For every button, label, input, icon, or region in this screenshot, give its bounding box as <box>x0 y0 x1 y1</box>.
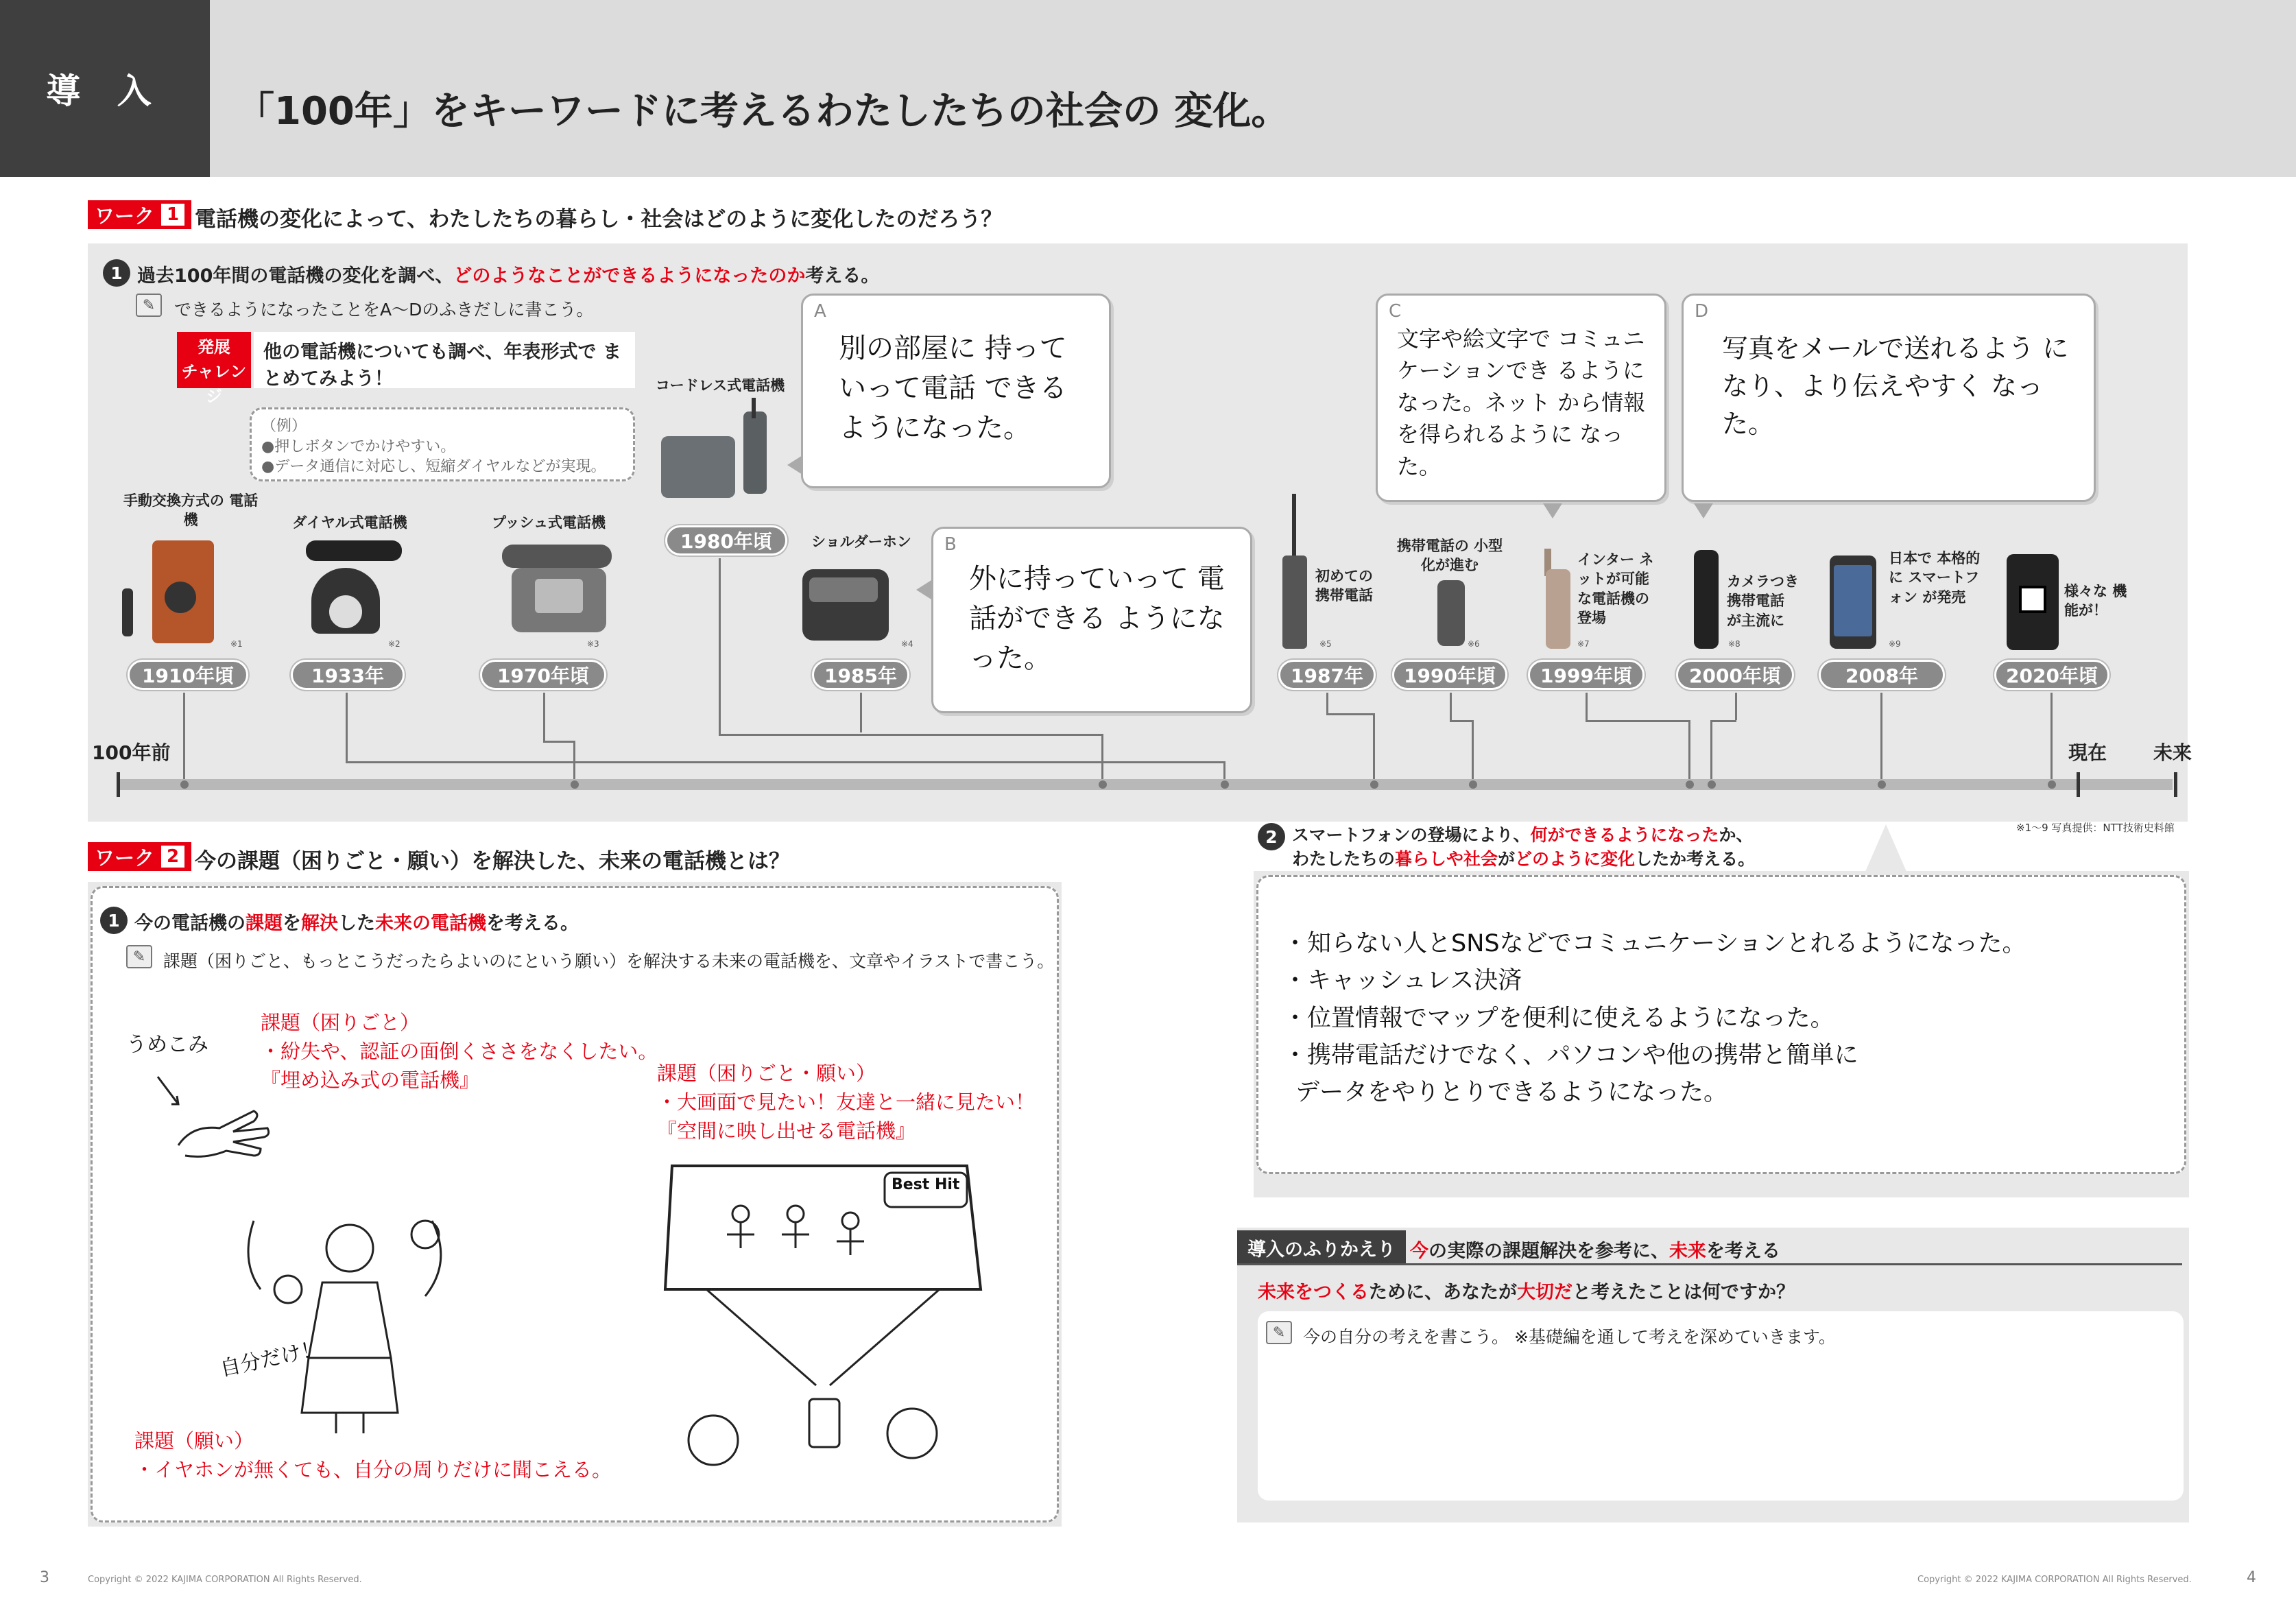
w2-text-a: 今の電話機の <box>134 913 246 934</box>
bubble-b[interactable] <box>931 527 1252 713</box>
issue1-line2: ・紛失や、認証の面倒くささをなくしたい。 <box>261 1040 658 1064</box>
year-pill-2020: 2020年頃 <box>1994 660 2109 690</box>
reflection-tag: 導入のふりかえり <box>1237 1230 1406 1265</box>
w2-red1: 課題 <box>246 913 283 934</box>
year-pill-2008: 2008年 <box>1819 660 1945 690</box>
year-pill-2000: 2000年頃 <box>1676 660 1794 690</box>
reflection-instruction: 今の自分の考えを書こう。 ※基礎編を通して考えを深めていきます。 <box>1303 1327 1836 1347</box>
connector <box>1326 693 1328 713</box>
timeline-dot <box>180 780 189 789</box>
year-pill-1999: 1999年頃 <box>1528 660 1645 690</box>
step2-line2-red1: 暮らしや社会 <box>1395 849 1498 869</box>
phone-label-2008: 日本で 本格的に スマートフォン が発売 <box>1889 550 1981 606</box>
answer-line: ・携帯電話だけでなく、パソコンや他の携帯と簡単に <box>1283 1041 1858 1069</box>
connector <box>1688 720 1690 785</box>
year-pill-1987: 1987年 <box>1278 660 1376 690</box>
step2-line1-a: スマートフォンの登場により、 <box>1292 825 1531 845</box>
phone-label-2020: 様々な 機能が！ <box>2064 583 2127 619</box>
reflection-question-red2: 大切だ <box>1517 1282 1572 1303</box>
phone-image-2000 <box>1694 550 1719 649</box>
phone-label-1910: 手動交換方式の 電話機 <box>123 492 259 529</box>
phone-label-1990: 携帯電話の 小型化が進む <box>1396 538 1503 574</box>
bubble-a-letter: A <box>814 301 826 322</box>
issue2-line1: 課題（困りごと・願い） <box>657 1062 876 1085</box>
work1-number: 1 <box>161 204 184 226</box>
connector <box>2050 693 2053 785</box>
timeline-axis <box>117 779 2173 790</box>
work2-number: 2 <box>161 846 184 868</box>
connector <box>346 761 1225 763</box>
step2-line2-red2: どのように変化 <box>1515 849 1636 869</box>
bubble-b-pointer <box>916 580 931 599</box>
challenge-badge-line1: 発展 <box>198 337 230 357</box>
connector <box>1710 720 1736 722</box>
work1-question: 電話機の変化によって、わたしたちの暮らし・社会はどのように変化したのだろう？ <box>195 207 1003 232</box>
example-line2: ●データ通信に対応し、短縮ダイヤルなどが実現。 <box>261 458 606 476</box>
connector <box>1326 713 1374 715</box>
reflection-heading <box>1410 1236 1780 1263</box>
reflection-heading-a: の実際の課題解決を参考に、 <box>1428 1241 1669 1262</box>
phone-label-2000: カメラつき 携帯電話 が主流に <box>1727 573 1799 629</box>
sketch-embed-label: うめこみ <box>126 1033 208 1057</box>
phone-image-1980 <box>661 398 785 501</box>
note-2000: ※8 <box>1728 639 1741 649</box>
year-pill-1985: 1985年 <box>812 660 909 690</box>
w2-text-c: した <box>338 913 375 934</box>
connector <box>1373 713 1375 785</box>
pencil-icon: ✎ <box>126 945 152 968</box>
bubble-d[interactable] <box>1682 294 2096 502</box>
year-pill-1933: 1933年 <box>291 660 405 690</box>
phone-label-1933: ダイヤル式電話機 <box>292 514 407 531</box>
timeline-future-tick <box>2174 772 2177 797</box>
note-1933: ※2 <box>388 639 400 649</box>
step2-line1-b: か、 <box>1719 825 1754 845</box>
year-pill-1970: 1970年頃 <box>480 660 606 690</box>
page-number-right: 4 <box>2247 1569 2256 1586</box>
example-title: （例） <box>261 418 307 435</box>
example-box <box>250 407 635 481</box>
work2-instruction: 課題（困りごと、もっとこうだったらよいのにという願い）を解決する未来の電話機を、文章やイラストで書こう。 <box>163 951 1055 971</box>
bubble-c-text: 文字や絵文字で コミュニケーションでき るようになった。ネット から情報を得られるように なった。 <box>1397 326 1646 479</box>
step1-number: 1 <box>103 259 130 287</box>
copyright-left: Copyright © 2022 KAJIMA CORPORATION All Rights Reserved. <box>88 1575 362 1585</box>
bubble-b-text: 外に持っていって 電話ができる ようになった。 <box>969 563 1225 674</box>
connector <box>346 693 348 761</box>
connector <box>543 693 545 741</box>
reflection-heading-b: を考える <box>1706 1241 1780 1262</box>
photo-credit: ※1〜9 写真提供：NTT技術史料館 <box>2016 822 2175 834</box>
step1-instruction: できるようになったことをA〜Dのふきだしに書こう。 <box>174 300 594 320</box>
step2-pointer <box>1863 824 1909 878</box>
pencil-icon: ✎ <box>1266 1321 1292 1344</box>
work1-label <box>88 200 191 229</box>
bubble-c[interactable] <box>1376 294 1666 502</box>
connector <box>1450 720 1473 722</box>
step2-line2-a: わたしたちの <box>1292 849 1396 869</box>
reflection-question-a: ために、あなたが <box>1369 1282 1517 1303</box>
timeline-dot <box>1221 780 1229 789</box>
note-1985: ※4 <box>901 639 913 649</box>
sketch-only-me-label: 自分だけ！ <box>217 1336 324 1382</box>
phone-image-1933 <box>292 540 402 636</box>
answer-line: ・位置情報でマップを便利に使えるようになった。 <box>1283 1004 1834 1032</box>
reflection-heading-red2: 未来 <box>1669 1241 1706 1262</box>
work2-question: 今の課題（困りごと・願い）を解決した、未来の電話機とは？ <box>195 849 790 874</box>
connector <box>1450 693 1452 720</box>
note-1910: ※1 <box>230 639 243 649</box>
bubble-d-pointer <box>1694 503 1713 518</box>
connector <box>719 558 721 734</box>
step1-text-a: 過去100年間の電話機の変化を調べ、 <box>137 265 454 287</box>
connector <box>1880 693 1882 785</box>
w2-red2: 解決 <box>301 913 338 934</box>
note-1999: ※7 <box>1577 639 1590 649</box>
phone-image-2008 <box>1830 556 1876 649</box>
girl-sketch-icon <box>233 1207 453 1440</box>
step2-answers <box>1283 925 2164 1111</box>
timeline-dot <box>571 780 579 789</box>
step1-text-b: 考える。 <box>805 265 880 287</box>
issue3-line2: ・イヤホンが無くても、自分の周りだけに聞こえる。 <box>134 1458 612 1482</box>
page-number-left: 3 <box>40 1569 49 1586</box>
connector <box>1472 720 1474 785</box>
timeline-dot <box>2048 780 2056 789</box>
work2-label <box>88 842 191 871</box>
connector <box>1586 720 1690 722</box>
phone-image-1910 <box>122 540 218 643</box>
w2-red3: 未来の電話機 <box>375 913 486 934</box>
pencil-icon: ✎ <box>136 294 162 317</box>
projection-sketch-icon <box>658 1152 988 1468</box>
challenge-text: 他の電話機についても調べ、年表形式で まとめてみよう！ <box>254 332 635 388</box>
timeline-dot <box>1686 780 1694 789</box>
connector <box>719 734 1103 736</box>
issue2-line2: ・大画面で見たい！友達と一緒に見たい！ <box>657 1090 1036 1114</box>
step2-text <box>1292 823 1755 871</box>
connector <box>183 693 185 785</box>
bubble-d-letter: D <box>1695 301 1709 322</box>
timeline-dot <box>1469 780 1477 789</box>
phone-label-1985: ショルダーホン <box>811 534 911 550</box>
bubble-b-letter: B <box>944 534 957 555</box>
year-pill-1980: 1980年頃 <box>665 525 787 556</box>
timeline-dot <box>1878 780 1886 789</box>
answer-line: データをやりとりできるようになった。 <box>1295 1079 1728 1106</box>
connector <box>1735 693 1737 720</box>
issue1-line1: 課題（困りごと） <box>261 1011 420 1034</box>
connector <box>860 693 862 732</box>
step2-answer-box[interactable] <box>1256 875 2186 1174</box>
work2-step1-number: 1 <box>100 907 128 934</box>
note-1970: ※3 <box>587 639 599 649</box>
sketch-best-hit-label: Best Hit <box>892 1176 960 1193</box>
phone-label-1980: コードレス式電話機 <box>655 377 785 394</box>
phone-image-2020 <box>2007 554 2059 650</box>
qr-code-icon <box>2019 586 2046 613</box>
timeline-dot <box>1708 780 1716 789</box>
phone-label-1970: プッシュ式電話機 <box>491 514 606 531</box>
issue2-line3: 『空間に映し出せる電話機』 <box>657 1119 916 1143</box>
w2-text-d: を考える。 <box>486 913 579 934</box>
phone-image-1987 <box>1281 494 1308 650</box>
note-1990: ※6 <box>1468 639 1480 649</box>
timeline-start-tick <box>117 772 120 797</box>
challenge-badge <box>177 332 251 406</box>
work2-step1-text <box>134 908 579 935</box>
challenge-badge-line2: チャレンジ <box>181 362 247 406</box>
w2-text-b: を <box>283 913 301 934</box>
connector <box>543 741 575 743</box>
connector <box>573 741 575 785</box>
work2-label-text: ワーク <box>95 846 155 870</box>
timeline-now-tick <box>2077 772 2080 797</box>
note-1987: ※5 <box>1319 639 1332 649</box>
step2-line1-red: 何ができるようになった <box>1530 825 1719 845</box>
note-2008: ※9 <box>1889 639 1901 649</box>
bubble-a[interactable] <box>801 294 1111 488</box>
issue3-line1: 課題（願い） <box>134 1429 254 1453</box>
step1-text-red: どのようなことができるようになったのか <box>453 265 806 287</box>
timeline-now-label: 現在 <box>2068 741 2107 764</box>
year-pill-1990: 1990年頃 <box>1392 660 1507 690</box>
connector <box>1586 693 1588 720</box>
timeline-dot <box>1099 780 1107 789</box>
bubble-a-text: 別の部屋に 持っていって電話 できるようになった。 <box>839 333 1067 444</box>
phone-label-1999: インター ネットが可能 な電話機の 登場 <box>1577 551 1654 627</box>
reflection-divider <box>1237 1263 2182 1265</box>
work1-label-text: ワーク <box>95 204 155 228</box>
example-line1: ●押しボタンでかけやすい。 <box>261 438 456 455</box>
phone-image-1970 <box>464 545 614 634</box>
step1-text <box>137 261 879 287</box>
answer-line: ・キャッシュレス決済 <box>1283 967 1522 995</box>
timeline-start-label: 100年前 <box>92 741 171 764</box>
reflection-question <box>1258 1277 1795 1304</box>
issue1-text <box>261 1008 658 1095</box>
copyright-right: Copyright © 2022 KAJIMA CORPORATION All Rights Reserved. <box>1917 1575 2192 1585</box>
issue1-line3: 『埋め込み式の電話機』 <box>261 1068 480 1092</box>
reflection-question-b: と考えたことは何ですか？ <box>1572 1282 1795 1303</box>
step2-line2-b: が <box>1498 849 1516 869</box>
phone-image-1990 <box>1437 580 1465 646</box>
step2-number: 2 <box>1258 823 1285 850</box>
answer-line: ・知らない人とSNSなどでコミュニケーションとれるようになった。 <box>1283 930 2026 957</box>
bubble-a-pointer <box>787 455 802 475</box>
bubble-d-text: 写真をメールで送れるよう になり、より伝えやすく なった。 <box>1722 333 2069 440</box>
hand-sketch-icon <box>130 1063 281 1166</box>
timeline-dot <box>1370 780 1378 789</box>
reflection-heading-red1: 今 <box>1410 1241 1428 1262</box>
page-title: 「100年」をキーワードに考えるわたしたちの社会の 変化。 <box>236 89 1290 134</box>
phone-label-1987: 初めての 携帯電話 <box>1315 568 1373 604</box>
section-tag: 導 入 <box>0 0 210 177</box>
issue2-text <box>657 1059 1035 1145</box>
bubble-c-letter: C <box>1389 301 1402 322</box>
bubble-c-pointer <box>1543 503 1562 518</box>
reflection-question-red1: 未来をつくる <box>1258 1282 1369 1303</box>
phone-image-1999 <box>1543 549 1570 650</box>
step2-line2-c: したか考える。 <box>1635 849 1756 869</box>
connector <box>1101 734 1103 785</box>
timeline-future-label: 未来 <box>2153 741 2192 764</box>
year-pill-1910: 1910年頃 <box>128 660 248 690</box>
phone-image-1985 <box>802 561 892 642</box>
connector <box>1710 720 1712 785</box>
